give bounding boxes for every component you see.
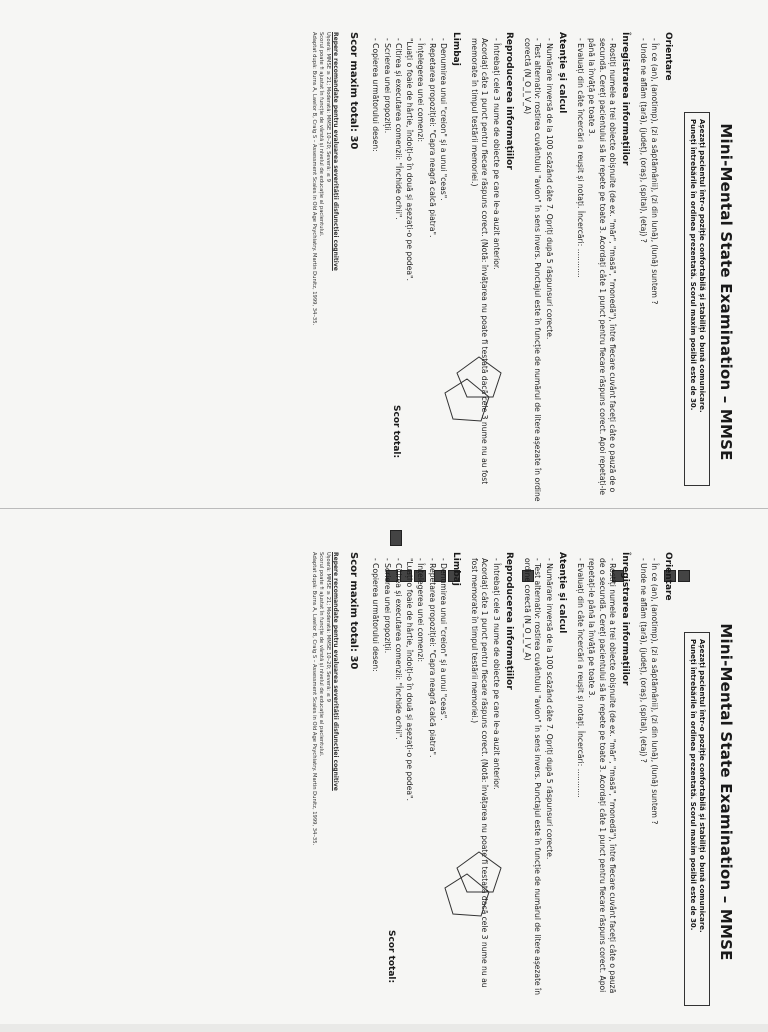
section-line: - Copierea următorului desen: (371, 558, 381, 672)
instructions-box (684, 632, 710, 1006)
section-line: - Citirea și executarea comenzii: "Închide ochii". (393, 558, 403, 740)
section-line: - Unde ne aflăm (țară), (județ), (oraș), (spital), (etaj) ? (639, 558, 649, 763)
section-title-inregistrare: Înregistrarea informațiilor (619, 32, 630, 166)
total-score-label: Scor total: (386, 930, 396, 984)
section-line: - Repetarea propoziției: "Capra neagră calcă piatra". (427, 38, 437, 238)
section-line: - Întrebați cele 3 nume de obiecte pe care le-a auzit anterior. (491, 38, 501, 270)
mmse-form-blank (311, 530, 742, 1030)
instruction-line: Puneți întrebările în ordinea prezentată. Scorul maxim posibil este de 30. (688, 119, 697, 411)
section-line: - Rostiți numele a trei obiecte obișnuite (de ex. "măr", "masă", "monedă"), între fiecare cuvânt faceți câte o pauză de o secundă. Cereți pacientului să le repete pe toate 3. Acordați câte 1 punct pentru fiecare răspuns corect. Apoi repetați-le până la învăță pe toate 3. (587, 38, 617, 496)
section-line: - În ce (an), (anotimp), (zi a săptămânii), (zi din lună), (lună) suntem ? (650, 38, 660, 305)
reference-line: Adaptat după: Burns A, Lawlor B, Craig S – Assessment Scales in Old Age Psychiatry. Martin Dunitz, 1999, 34–35. (311, 552, 318, 846)
section-title-inregistrare: Înregistrarea informațiilor (619, 552, 630, 686)
section-line: - Întrebați cele 3 nume de obiecte pe care le-a auzit anterior. (491, 558, 501, 790)
section-line: - Evaluați din câte încercări a reușit și notați. Încercări: ............ (576, 558, 586, 798)
section-line: - Unde ne aflăm (țară), (județ), (oraș), (spital), (etaj) ? (639, 38, 649, 243)
references-title: Repere recomandate pentru evaluarea severității disfuncției cognitive (331, 32, 339, 271)
section-line: - Denumirea unui "creion" și a unui "ceas". (438, 558, 448, 721)
reference-line: Scorul poate fi ajustat în funcție de vârstă și nivelul de educație al pacientului. (318, 552, 325, 757)
section-line: - Evaluați din câte încercări a reușit și notați. Încercări: ............ (576, 38, 586, 278)
reference-line: Adaptat după: Burns A, Lawlor B, Craig S – Assessment Scales in Old Age Psychiatry. Martin Dunitz, 1999, 34–35. (311, 32, 318, 326)
section-line: - Numărare inversă de la 100 scăzând câte 7. Opriți după 5 răspunsuri corecte. (544, 558, 554, 860)
section-line: - Numărare inversă de la 100 scăzând câte 7. Opriți după 5 răspunsuri corecte. (544, 38, 554, 340)
section-line: - Rostiți numele a trei obiecte obișnuite (de ex. "măr", "masă", "monedă"), între fiecare cuvânt faceți câte o pauză de o secundă. Cereți pacientului să le repete pe toate 3. Acordați câte 1 punct pentru fiecare răspuns corect. Apoi repetați-le până la învăță pe toate 3. (587, 558, 617, 994)
section-line: - Scrierea unei propoziții. (382, 38, 392, 134)
section-title-orientare: Orientare (662, 552, 673, 601)
section-line: - Denumirea unui "creion" și a unui "ceas". (438, 38, 448, 201)
section-title-atentie: Atenție și calcul (556, 32, 567, 114)
total-score-label: Scor total: (391, 405, 401, 459)
form-title: Mini-Mental State Examination – MMSE (717, 623, 735, 961)
section-line: - Scrierea unei propoziții. (382, 558, 392, 654)
section-line: Acordați câte 1 punct pentru fiecare răspuns corect. (Notă: învățarea nu poate fi testată dacă cele 3 nume nu au fost memorate în timpul testării memoriei.) (470, 38, 490, 485)
references (311, 32, 339, 552)
intersecting-pentagons-drawing (437, 840, 507, 930)
section-title-orientare: Orientare (662, 32, 673, 81)
section-title-atentie: Atenție și calcul (556, 552, 567, 634)
section-title-limbaj: Limbaj (451, 552, 461, 586)
reference-line: Ușoară: MMSE ≥ 21; Moderată: MMSE 10–20; Severă: ≤ 9 (324, 552, 331, 702)
references (311, 552, 339, 1022)
references-title: Repere recomandate pentru evaluarea severității disfuncției cognitive (331, 552, 339, 791)
form-content (311, 552, 674, 1022)
section-title-reproducere: Reproducerea informațiilor (503, 552, 514, 690)
section-title-limbaj: Limbaj (451, 32, 461, 66)
section-title-reproducere: Reproducerea informațiilor (503, 32, 514, 170)
section-line: - Citirea și executarea comenzii: "Închide ochii". (393, 38, 403, 220)
instruction-line: Așezați pacientul într-o poziție confortabilă și stabiliți o bună comunicare. (697, 119, 706, 413)
instructions-box (684, 112, 710, 486)
section-line: - Copierea următorului desen: (371, 38, 381, 152)
max-score-label: Scor maxim total: 30 (348, 552, 360, 670)
instruction-line: Puneți întrebările în ordinea prezentată. Scorul maxim posibil este de 30. (688, 639, 697, 931)
max-score-label: Scor maxim total: 30 (348, 32, 360, 150)
section-line: - Înțelegerea unei comenzi: (416, 38, 426, 143)
section-line: - În ce (an), (anotimp), (zi a săptămânii), (zi din lună), (lună) suntem ? (650, 558, 660, 825)
section-line: - Repetarea propoziției: "Capra neagră calcă piatra". (427, 558, 437, 758)
instruction-line: Așezați pacientul într-o poziție confortabilă și stabiliți o bună comunicare. (697, 639, 706, 933)
intersecting-pentagons-drawing (437, 345, 507, 435)
section-line: - Test alternativ: rostirea cuvântului "avion" în sens invers. Punctajul este în funcție de numărul de litere așezate în ordine corectă (N_O_I_V_A) (523, 38, 543, 502)
form-title: Mini-Mental State Examination – MMSE (717, 123, 735, 461)
reference-line: Scorul poate fi ajustat în funcție de vârstă și nivelul de educație al pacientului. (318, 32, 325, 237)
reference-line: Ușoară: MMSE ≥ 21; Moderată: MMSE 10–20; Severă: ≤ 9 (324, 32, 331, 182)
section-line: "Luați o foaie de hârtie, îndoiți-o în două și așezați-o pe podea". (405, 558, 415, 801)
section-line: "Luați o foaie de hârtie, îndoiți-o în două și așezați-o pe podea". (405, 38, 415, 281)
form-content (311, 32, 674, 552)
section-line: - Înțelegerea unei comenzi: (416, 558, 426, 663)
section-line: Acordați câte 1 punct pentru fiecare răspuns corect. (Notă: învățarea nu poate fi testată dacă cele 3 nume nu au fost memorate în timpul testării memoriei.) (470, 558, 490, 988)
section-line: - Test alternativ: rostirea cuvântului "avion" în sens invers. Punctajul este în funcție de numărul de litere așezate în ordine corectă (N_O_I_V_A) (523, 558, 543, 996)
